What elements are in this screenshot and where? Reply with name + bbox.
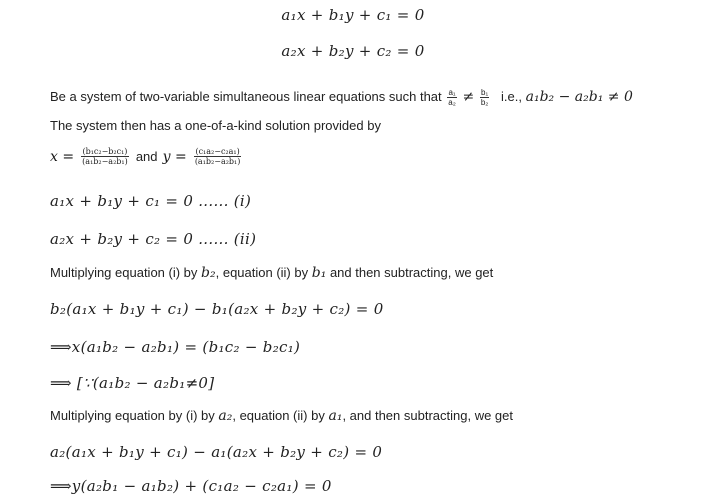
fraction-numerator: (c₁a₂−c₂a₁) [195, 147, 240, 156]
x-fraction [81, 147, 129, 166]
fraction-a1-a2 [447, 88, 457, 107]
equation-ii: a₂x + b₂y + c₂ = 0 ...... (ii) [50, 230, 257, 248]
ie-expression: a₁b₂ − a₂b₁ ≠ 0 [525, 88, 633, 105]
fraction-numerator: b₁ [481, 88, 489, 97]
multiplier: a₂ [218, 408, 233, 424]
fraction-numerator: (b₁c₂−b₂c₁) [82, 147, 128, 156]
x-label: x = [50, 149, 75, 165]
derivation-step-2: ⟹x(a₁b₂ − a₂b₁) = (b₁c₂ − b₂c₁) [50, 338, 301, 356]
multiply-text: , equation (ii) by [232, 408, 325, 423]
multiply-text: , equation (ii) by [215, 265, 309, 280]
multiplier: a₁ [328, 408, 343, 424]
system-equation-2: a₂x + b₂y + c₂ = 0 [281, 42, 425, 60]
fraction-denominator: (a₁b₂−a₂b₁) [82, 157, 128, 166]
fraction-denominator: (a₁b₂−a₂b₁) [194, 157, 241, 166]
multiply-instruction-1 [50, 265, 493, 281]
ie-text: i.e., [501, 88, 522, 104]
system-condition-line [50, 88, 633, 107]
fraction-numerator: a₁ [448, 88, 456, 97]
derivation-step-5: ⟹y(a₂b₁ − a₁b₂) + (c₁a₂ − c₂a₁) = 0 [50, 477, 332, 495]
multiply-text: Multiplying equation by (i) by [50, 408, 215, 423]
fraction-denominator: a₂ [448, 98, 456, 107]
y-fraction [194, 147, 242, 166]
fraction-denominator: b₂ [480, 98, 489, 107]
derivation-step-1: b₂(a₁x + b₁y + c₁) − b₁(a₂x + b₂y + c₂) = 0 [50, 300, 384, 318]
solution-formulas [50, 146, 243, 166]
fraction-b1-b2 [480, 88, 490, 107]
derivation-step-4: a₂(a₁x + b₁y + c₁) − a₁(a₂x + b₂y + c₂) = 0 [50, 443, 383, 461]
derivation-step-3: ⟹ [∵(a₁b₂ − a₂b₁≠0] [50, 374, 215, 392]
y-label: y = [162, 149, 187, 165]
multiply-text: and then subtracting, we get [329, 265, 494, 280]
multiply-instruction-2 [50, 408, 513, 424]
system-equation-1: a₁x + b₁y + c₁ = 0 [281, 6, 425, 24]
equation-i: a₁x + b₁y + c₁ = 0 ...... (i) [50, 192, 252, 210]
unique-solution-text: The system then has a one-of-a-kind solution provided by [50, 118, 381, 133]
multiplier: b₂ [201, 265, 216, 281]
multiplier: b₁ [311, 265, 327, 281]
not-equal-sign: ≠ [462, 88, 475, 105]
multiply-text: Multiplying equation (i) by [50, 265, 198, 280]
multiply-text: , and then subtracting, we get [342, 408, 513, 423]
and-text: and [135, 149, 158, 164]
system-prefix-text: Be a system of two-variable simultaneous linear equations such that [50, 88, 442, 104]
